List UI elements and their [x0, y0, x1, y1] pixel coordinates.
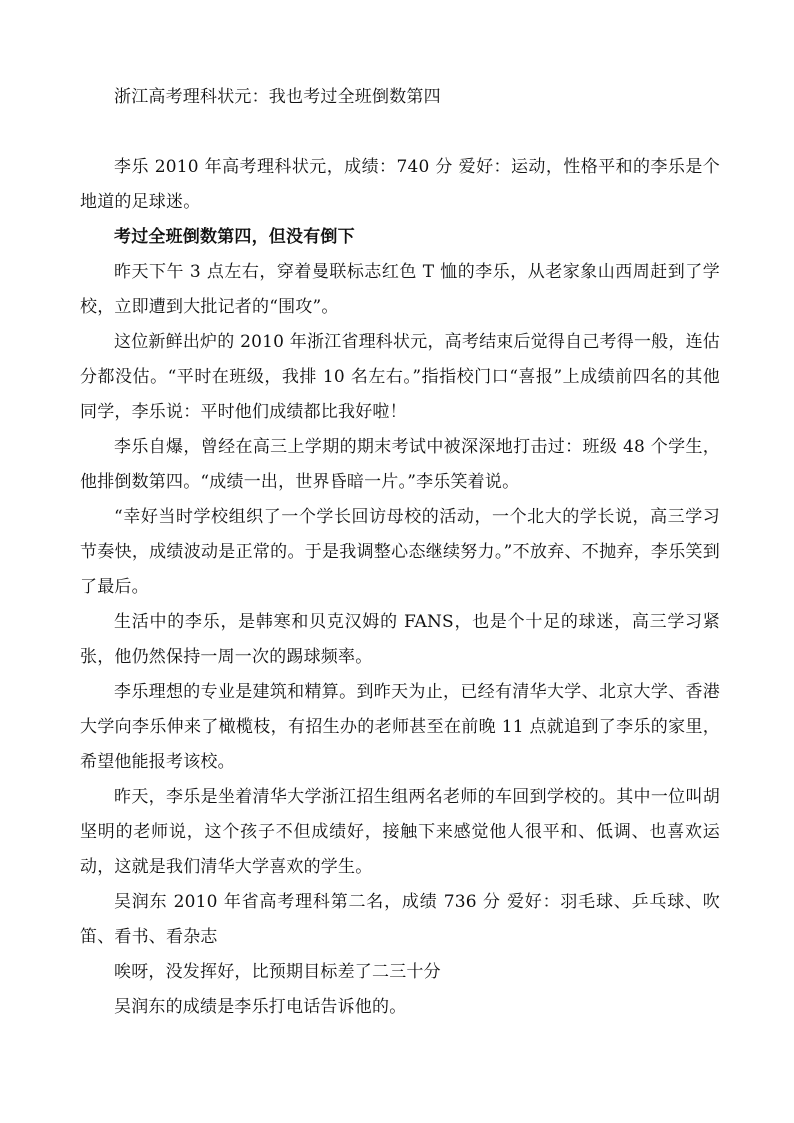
- body-paragraph: 昨天，李乐是坐着清华大学浙江招生组两名老师的车回到学校的。其中一位叫胡坚明的老师说，这个孩子不但成绩好，接触下来感觉他人很平和、低调、也喜欢运动，这就是我们清华大学喜欢的学生。: [80, 787, 720, 877]
- section-subheading: 考过全班倒数第四，但没有倒下: [114, 227, 355, 247]
- body-paragraph: “幸好当时学校组织了一个学长回访母校的活动，一个北大的学长说，高三学习节奏快，成绩波动是正常的。于是我调整心态继续努力。”不放弃、不抛弃，李乐笑到了最后。: [80, 507, 720, 597]
- body-paragraph: 生活中的李乐，是韩寒和贝克汉姆的 FANS，也是个十足的球迷，高三学习紧张，他仍然保持一周一次的踢球频率。: [80, 612, 720, 667]
- body-paragraph: 唉呀，没发挥好，比预期目标差了二三十分: [114, 962, 441, 982]
- body-paragraph: 吴润东的成绩是李乐打电话告诉他的。: [114, 997, 407, 1017]
- body-paragraph: 这位新鲜出炉的 2010 年浙江省理科状元，高考结束后觉得自己考得一般，连估分都没估。“平时在班级，我排 10 名左右。”指指校门口“喜报”上成绩前四名的其他同学，李乐说：平时他们成绩都比我好啦！: [80, 332, 720, 422]
- body-paragraph: 李乐理想的专业是建筑和精算。到昨天为止，已经有清华大学、北京大学、香港大学向李乐伸来了橄榄枝，有招生办的老师甚至在前晚 11 点就追到了李乐的家里，希望他能报考该校。: [80, 682, 720, 772]
- body-paragraph: 李乐自爆，曾经在高三上学期的期末考试中被深深地打击过：班级 48 个学生，他排倒数第四。“成绩一出，世界昏暗一片。”李乐笑着说。: [80, 437, 720, 492]
- article-title: 浙江高考理科状元：我也考过全班倒数第四: [114, 87, 441, 107]
- body-paragraph: 吴润东 2010 年省高考理科第二名，成绩 736 分 爱好：羽毛球、乒乓球、吹笛、看书、看杂志: [80, 892, 720, 947]
- body-paragraph: 昨天下午 3 点左右，穿着曼联标志红色 T 恤的李乐，从老家象山西周赶到了学校，立即遭到大批记者的“围攻”。: [80, 262, 720, 317]
- article-body: [80, 80, 720, 1025]
- intro-paragraph: 李乐 2010 年高考理科状元，成绩：740 分 爱好：运动，性格平和的李乐是个地道的足球迷。: [80, 157, 720, 212]
